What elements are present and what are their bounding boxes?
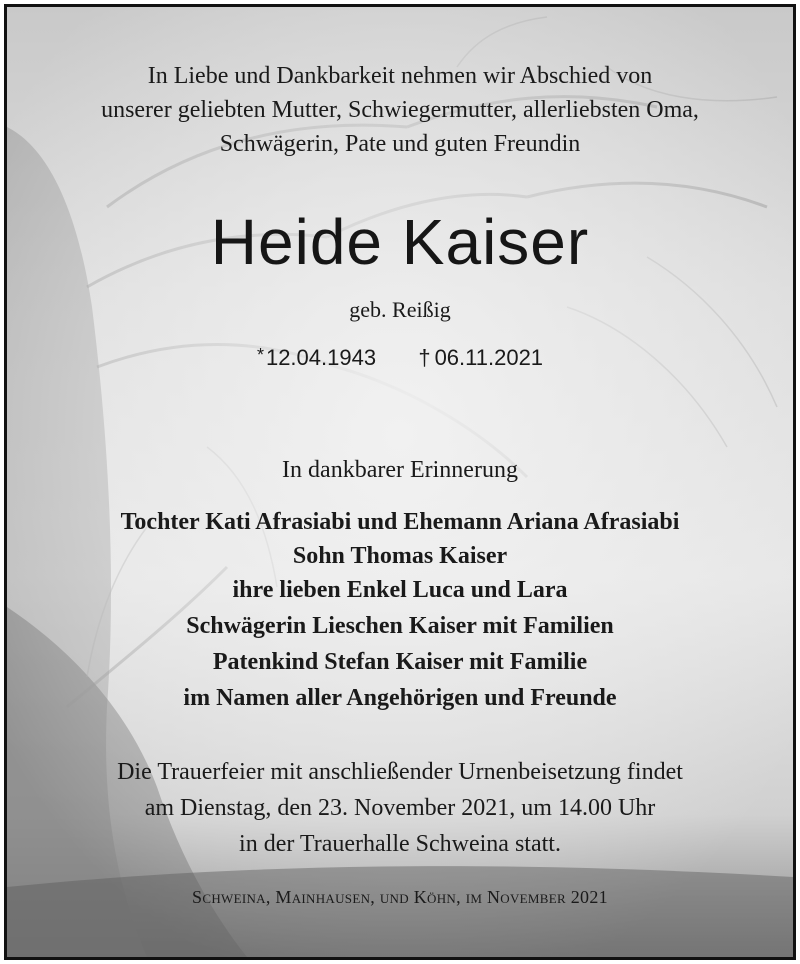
birth-symbol: * bbox=[256, 345, 264, 365]
obituary-frame bbox=[4, 4, 796, 960]
birth-name: geb. Reißig bbox=[349, 297, 451, 322]
memory-heading: In dankbarer Erinnerung bbox=[282, 457, 518, 483]
life-dates bbox=[7, 345, 793, 371]
intro-line-2: unserer geliebten Mutter, Schwiegermutter, allerliebsten Oma, bbox=[101, 97, 699, 123]
mourner-line: ihre lieben Enkel Luca und Lara bbox=[232, 577, 568, 603]
death-date: 06.11.2021 bbox=[434, 345, 544, 370]
death-symbol: † bbox=[418, 345, 431, 370]
mourner-line: Sohn Thomas Kaiser bbox=[292, 543, 508, 569]
obituary-content bbox=[7, 7, 793, 957]
birth-date: 12.04.1943 bbox=[265, 345, 377, 370]
footer-place-date: Schweina, Mainhausen, und Köhn, im November 2021 bbox=[192, 887, 608, 907]
intro-line-1: In Liebe und Dankbarkeit nehmen wir Abschied von bbox=[147, 63, 653, 89]
service-line-1: Die Trauerfeier mit anschließender Urnenbeisetzung findet bbox=[117, 759, 683, 785]
service-line-3: in der Trauerhalle Schweina statt. bbox=[239, 831, 561, 857]
mourner-line: Schwägerin Lieschen Kaiser mit Familien bbox=[186, 613, 614, 639]
mourner-line: im Namen aller Angehörigen und Freunde bbox=[183, 685, 617, 711]
deceased-name: Heide Kaiser bbox=[210, 206, 590, 278]
service-line-2: am Dienstag, den 23. November 2021, um 14.00 Uhr bbox=[144, 795, 656, 821]
mourner-line: Tochter Kati Afrasiabi und Ehemann Ariana Afrasiabi bbox=[120, 509, 680, 535]
mourner-line: Patenkind Stefan Kaiser mit Familie bbox=[212, 649, 588, 675]
intro-line-3: Schwägerin, Pate und guten Freundin bbox=[219, 131, 581, 157]
